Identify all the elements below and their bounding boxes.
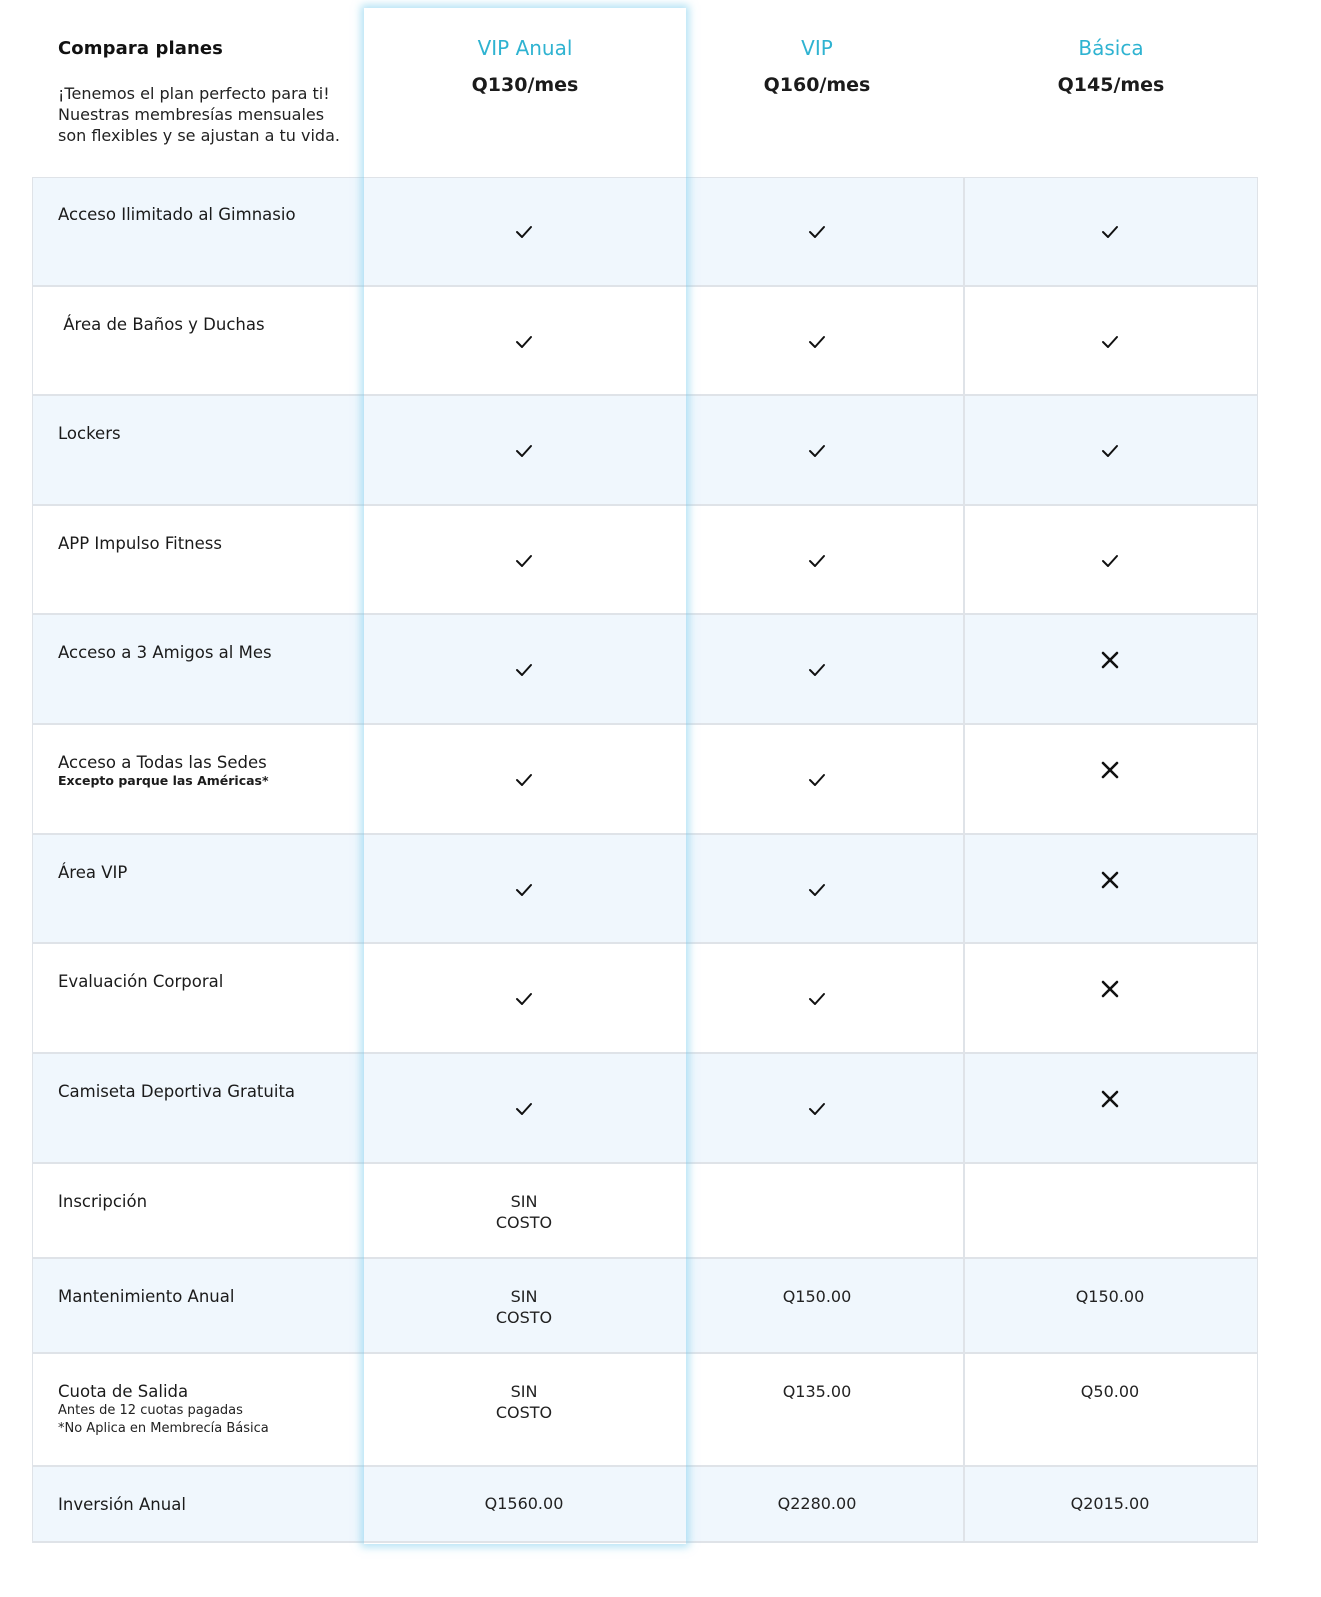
cell-value: Q1560.00 — [484, 1494, 564, 1513]
feature-name: Acceso a 3 Amigos al Mes — [58, 643, 272, 662]
check-icon — [717, 1100, 917, 1121]
feature-label — [58, 1287, 358, 1307]
feature-label — [58, 863, 358, 883]
check-icon — [424, 990, 624, 1011]
intro-block — [58, 38, 358, 146]
check-icon — [424, 771, 624, 792]
check-icon — [717, 223, 917, 244]
check-icon — [424, 333, 624, 354]
feature-note: Excepto parque las Américas* — [58, 773, 269, 788]
cross-icon — [1010, 760, 1210, 785]
check-icon — [424, 552, 624, 573]
feature-note: *No Aplica en Membrecía Básica — [58, 1421, 269, 1436]
feature-label — [58, 315, 358, 335]
plan-header-vip-anual[interactable] — [364, 36, 686, 96]
feature-name: Camiseta Deportiva Gratuita — [58, 1082, 296, 1101]
feature-label — [58, 1082, 358, 1102]
feature-name: Cuota de Salida — [58, 1382, 189, 1401]
mantenimiento-vip — [717, 1286, 917, 1307]
feature-name: Inversión Anual — [58, 1495, 186, 1514]
check-icon — [717, 771, 917, 792]
comparison-title: Compara planes — [58, 38, 223, 59]
feature-label — [58, 972, 358, 992]
inversion-vip-anual — [424, 1493, 624, 1514]
cell-value: SIN — [510, 1287, 538, 1306]
check-icon — [424, 442, 624, 463]
cell-value: SIN — [510, 1192, 538, 1211]
check-icon — [717, 661, 917, 682]
salida-vip-anual — [424, 1381, 624, 1423]
cell-value: COSTO — [495, 1403, 553, 1422]
cell-value: Q150.00 — [782, 1287, 852, 1306]
mantenimiento-vip-anual — [424, 1286, 624, 1328]
check-icon — [717, 442, 917, 463]
cross-icon — [1010, 979, 1210, 1004]
cross-icon — [1010, 870, 1210, 895]
plan-header-vip[interactable] — [688, 36, 946, 96]
feature-label — [58, 1382, 358, 1438]
check-icon — [1010, 552, 1210, 573]
check-icon — [717, 333, 917, 354]
check-icon — [424, 223, 624, 244]
feature-label — [58, 643, 358, 663]
cell-value: Q150.00 — [1075, 1287, 1145, 1306]
feature-note: Antes de 12 cuotas pagadas — [58, 1403, 243, 1418]
feature-name: Área VIP — [58, 863, 128, 882]
cell-value: Q2015.00 — [1070, 1494, 1150, 1513]
feature-label — [58, 753, 358, 789]
check-icon — [717, 990, 917, 1011]
plan-price: Q160/mes — [763, 74, 871, 96]
feature-name: Mantenimiento Anual — [58, 1287, 235, 1306]
feature-label — [58, 534, 358, 554]
feature-name: APP Impulso Fitness — [58, 534, 222, 553]
cross-icon — [1010, 1089, 1210, 1114]
feature-label — [58, 1495, 358, 1515]
feature-name: Acceso a Todas las Sedes — [58, 753, 267, 772]
cross-icon — [1010, 650, 1210, 675]
plan-header-basica[interactable] — [964, 36, 1258, 96]
check-icon — [717, 881, 917, 902]
cell-value: SIN — [510, 1382, 538, 1401]
comparison-description: ¡Tenemos el plan perfecto para ti! Nuestras membresías mensuales son flexibles y se ajustan a tu vida. — [58, 84, 340, 145]
feature-name: Acceso Ilimitado al Gimnasio — [58, 205, 296, 224]
plan-price: Q145/mes — [1057, 74, 1165, 96]
salida-basica — [1010, 1381, 1210, 1402]
feature-label — [58, 424, 358, 444]
feature-name: Lockers — [58, 424, 121, 443]
check-icon — [717, 552, 917, 573]
plan-price: Q130/mes — [471, 74, 579, 96]
plan-name: Básica — [1078, 36, 1144, 60]
feature-label — [58, 1192, 358, 1212]
check-icon — [424, 881, 624, 902]
salida-vip — [717, 1381, 917, 1402]
check-icon — [1010, 442, 1210, 463]
cell-value: Q2280.00 — [777, 1494, 857, 1513]
cell-value: COSTO — [495, 1213, 553, 1232]
inscripcion-vip-anual — [424, 1191, 624, 1233]
feature-name: Evaluación Corporal — [58, 972, 224, 991]
mantenimiento-basica — [1010, 1286, 1210, 1307]
feature-name: Inscripción — [58, 1192, 148, 1211]
plan-name: VIP — [801, 36, 833, 60]
feature-name: Área de Baños y Duchas — [58, 315, 265, 334]
cell-value: COSTO — [495, 1308, 553, 1327]
inversion-basica — [1010, 1493, 1210, 1514]
check-icon — [424, 661, 624, 682]
cell-value: Q50.00 — [1080, 1382, 1140, 1401]
check-icon — [424, 1100, 624, 1121]
column-divider — [963, 177, 965, 1543]
check-icon — [1010, 223, 1210, 244]
feature-label — [58, 205, 358, 225]
cell-value: Q135.00 — [782, 1382, 852, 1401]
check-icon — [1010, 333, 1210, 354]
plan-name: VIP Anual — [477, 36, 573, 60]
inversion-vip — [717, 1493, 917, 1514]
